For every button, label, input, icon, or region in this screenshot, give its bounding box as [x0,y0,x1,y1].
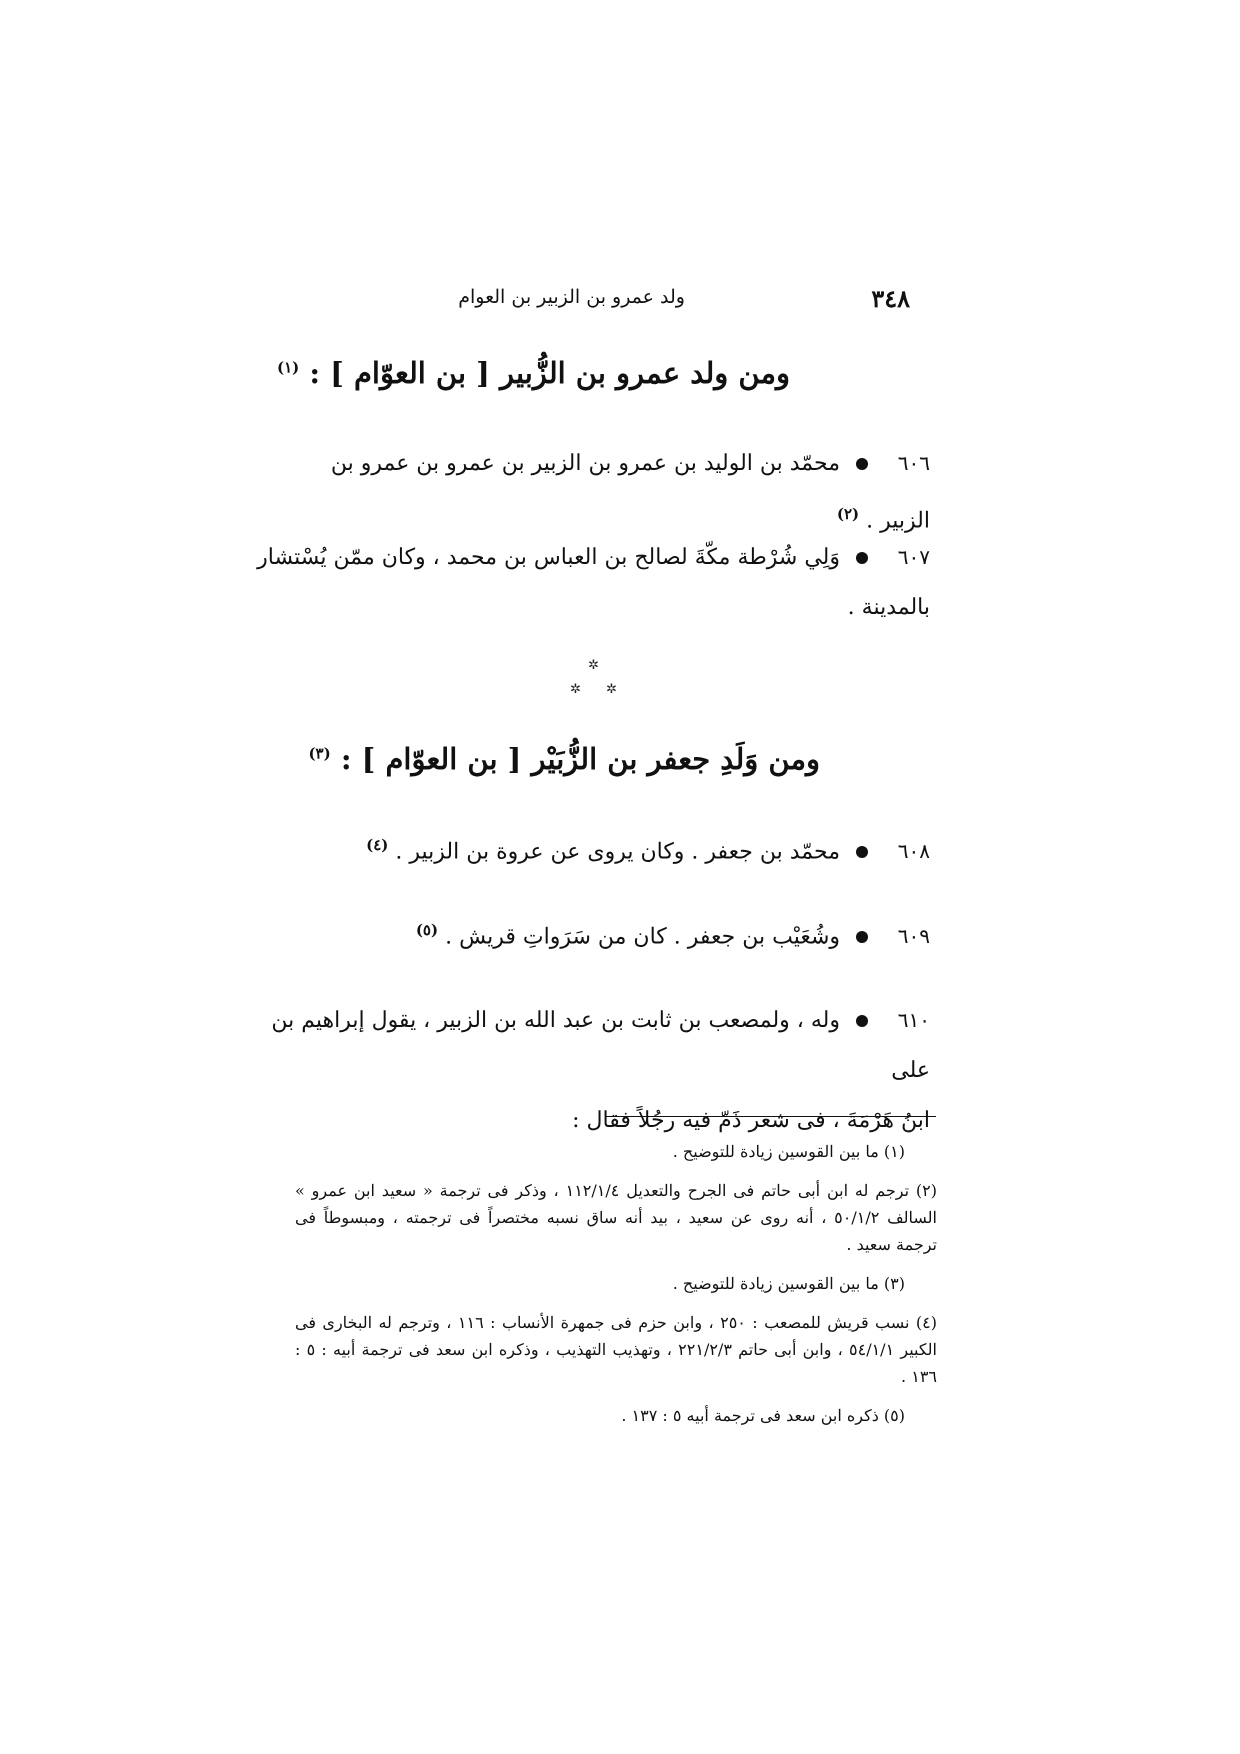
entry-609 [290,905,930,962]
footnote-ref: (٢) [836,505,860,523]
bullet-icon [856,1015,868,1027]
footnote-ref: (٤) [366,836,389,854]
footnote-ref: (٣) [308,744,331,763]
bullet-icon [856,846,868,858]
entry-text: وله ، ولمصعب بن ثابت بن عبد الله بن الزبير ، يقول إبراهيم بن على [271,1008,930,1083]
entry-text: وَلِي شُرْطة مكّةَ لصالح بن العباس بن محمد ، وكان ممّن يُسْتشار [257,545,840,570]
star-icon: ✲ [588,658,599,673]
entry-continuation: بالمدينة . [847,595,930,620]
footnote-3: (٣) ما بين القوسين زيادة للتوضيح . [672,1274,905,1293]
entry-continuation: ابنُ هَرْمَةَ ، فى شعر ذَمّ فيه رجُلاً فقال : [572,1108,930,1133]
footnote-2: (٢) ترجم له ابن أبى حاتم فى الجرح والتعديل ١١٢/١/٤ ، وذكر فى ترجمة « سعيد ابن عمرو » السالف ٥٠/١/٢ ، أنه روى عن سعيد ، بيد أنه ساق نسبه مختصراً فى ترجمته ، ومبسوطاً فى ترجمة سعيد . [295,1181,938,1254]
bullet-icon [856,931,868,943]
entry-number: ٦١٠ [897,1008,930,1032]
page-number: ٣٤٨ [871,284,910,313]
section-separator [570,658,620,708]
section-heading-text: ومن ولد عمرو بن الزُّبير [ بن العوّام ] : [309,356,790,390]
footnotes [295,1138,937,1441]
entry-606 [290,438,930,546]
entry-number: ٦٠٦ [897,451,930,475]
entry-number: ٦٠٨ [897,839,930,864]
entry-text: وشُعَيْب بن جعفر . كان من سَرَواتِ قريش . [445,924,840,950]
section-heading-amr [276,356,790,390]
bullet-icon [856,458,868,470]
section-heading-jafar [308,742,820,776]
running-head: ولد عمرو بن الزبير بن العوام [458,286,685,308]
footnote-4: (٤) نسب قريش للمصعب : ٢٥٠ ، وابن حزم فى جمهرة الأنساب : ١١٦ ، وترجم له البخارى فى الكبير ٥٤/١/١ ، وابن أبى حاتم ٢٢١/٢/٣ ، وتهذيب التهذيب ، وذكره ابن سعد فى ترجمة أبيه : ٥ : ١٣٦ . [295,1313,938,1386]
footnote-ref: (٥) [415,921,439,939]
footnote-ref: (١) [276,358,300,377]
star-icon: ✲ [606,682,617,697]
entry-text: محمّد بن الوليد بن عمرو بن الزبير بن عمرو بن عمرو بن الزبير . [330,451,930,534]
entry-number: ٦٠٧ [897,545,930,569]
footnote-divider [606,1116,936,1117]
entry-610 [230,995,930,1146]
entry-text: محمّد بن جعفر . وكان يروى عن عروة بن الزبير . [395,839,840,865]
bullet-icon [856,552,868,564]
entry-number: ٦٠٩ [897,924,930,949]
footnote-1: (١) ما بين القوسين زيادة للتوضيح . [672,1142,905,1161]
footnote-5: (٥) ذكره ابن سعد فى ترجمة أبيه ٥ : ١٣٧ . [621,1406,905,1425]
section-heading-text: ومن وَلَدِ جعفر بن الزُّبَيْر [ بن العوّام ] : [340,742,820,776]
entry-607 [250,532,930,633]
star-icon: ✲ [570,682,581,697]
entry-608 [290,820,930,877]
page-header [320,284,910,324]
